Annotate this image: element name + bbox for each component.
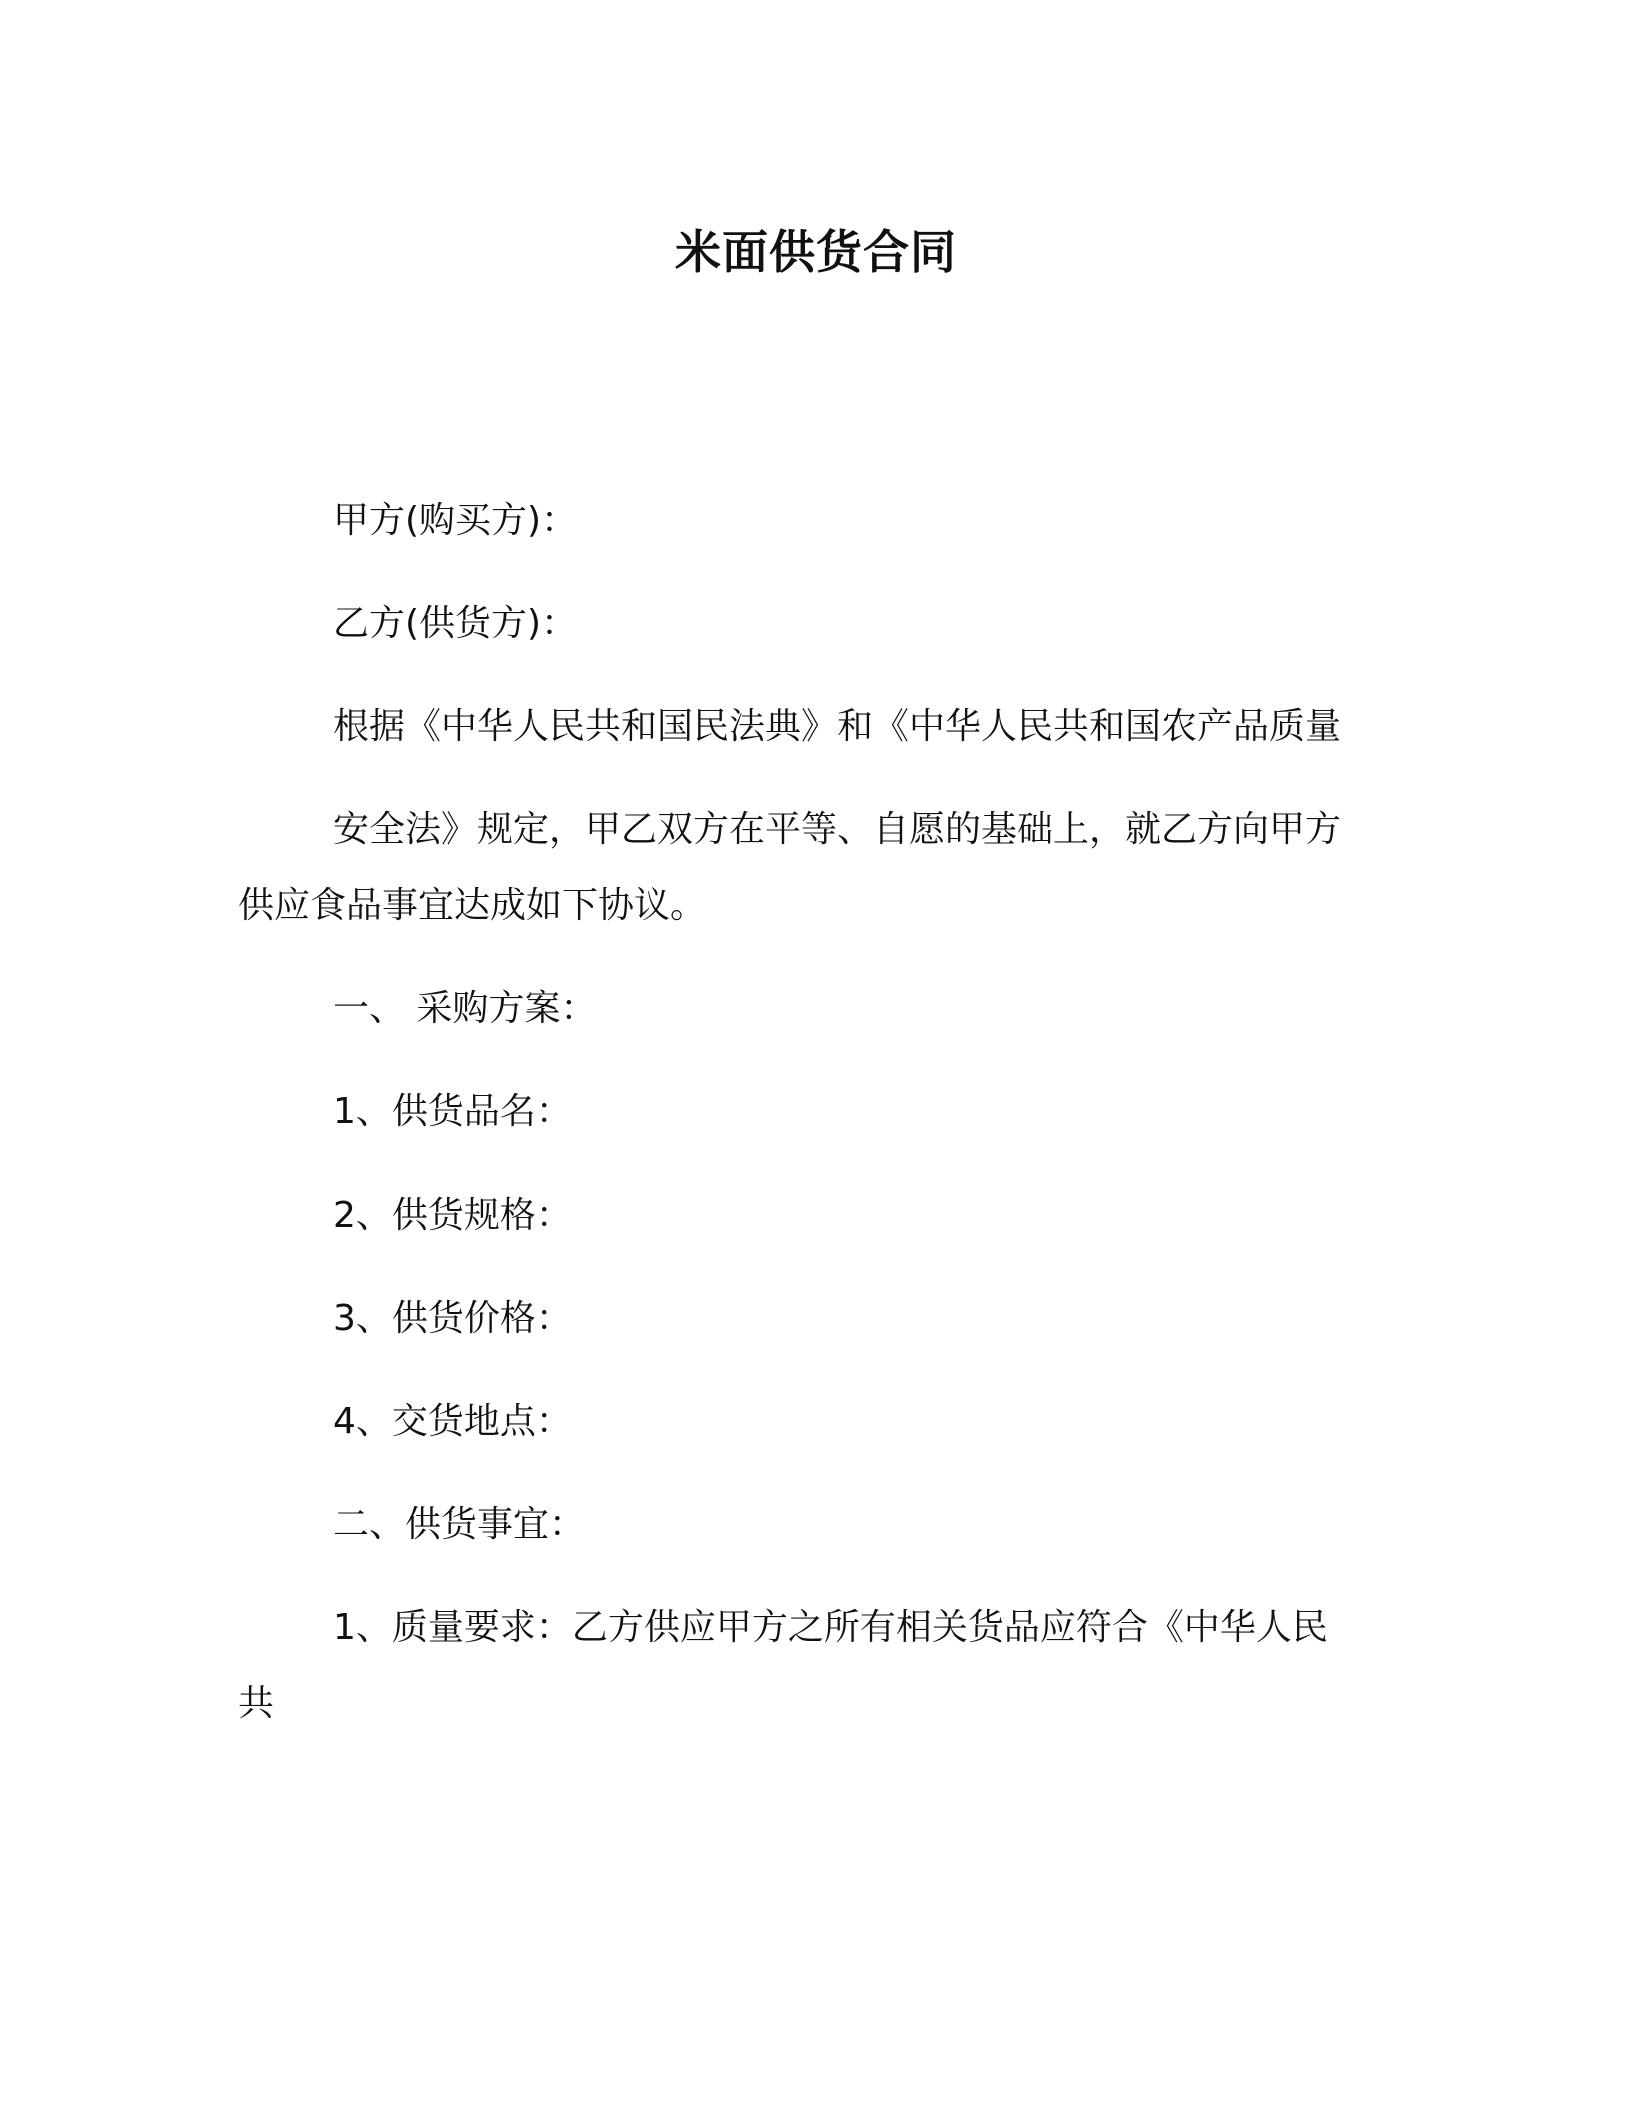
section-heading-1: 一、 采购方案：	[333, 988, 597, 1029]
preamble-line-1: 根据《中华人民共和国民法典》和《中华人民共和国农产品质量	[333, 706, 1342, 747]
preamble-line-3: 供应食品事宜达成如下协议。	[238, 885, 707, 926]
quality-requirement-line-2: 共	[238, 1683, 275, 1724]
preamble-line-2: 安全法》规定，甲乙双方在平等、自愿的基础上，就乙方向甲方	[333, 809, 1342, 850]
item-delivery-location: 4、交货地点：	[333, 1401, 572, 1442]
quality-requirement-line-1: 1、质量要求：乙方供应甲方之所有相关货品应符合《中华人民	[333, 1607, 1328, 1648]
item-product-name: 1、供货品名：	[333, 1091, 572, 1132]
document-title: 米面供货合同	[675, 225, 957, 279]
section-heading-2: 二、供货事宜：	[333, 1504, 586, 1545]
party-b-line: 乙方(供货方)：	[333, 603, 578, 644]
item-price: 3、供货价格：	[333, 1298, 572, 1339]
party-a-line: 甲方(购买方)：	[333, 500, 578, 541]
item-specification: 2、供货规格：	[333, 1195, 572, 1236]
